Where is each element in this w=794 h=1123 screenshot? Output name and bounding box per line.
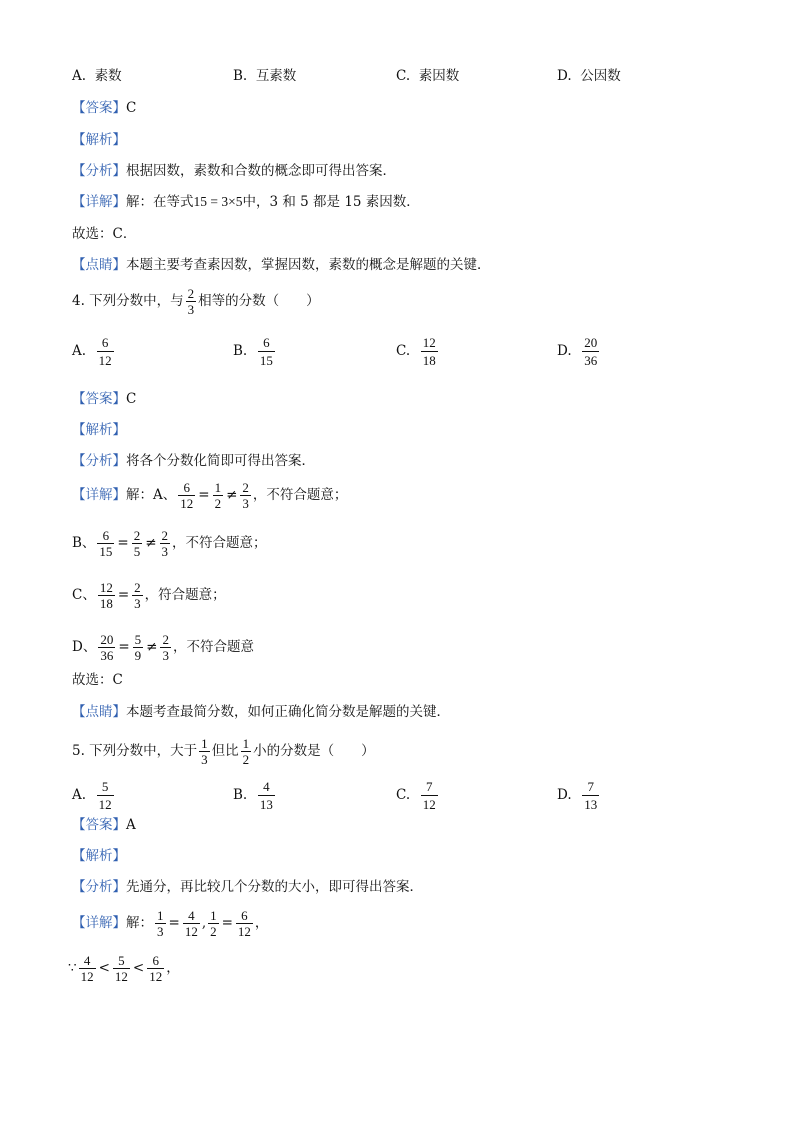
q4-step-d: D、 $\frac{20}{36}$ = $\frac{5}{9}$ ≠ $\frac{2}{3}$ ，不符合题意 bbox=[72, 632, 254, 663]
q4-option-b: B. $\frac{6}{15}$ bbox=[233, 335, 273, 368]
fraction: $\frac{4}{13}$ bbox=[259, 779, 273, 812]
q4-answer: 【答案】C bbox=[72, 391, 137, 407]
fraction: $\frac{1}{2}$ bbox=[210, 908, 217, 939]
fraction: $\frac{2}{3}$ bbox=[161, 528, 169, 559]
fraction: $\frac{1}{2}$ bbox=[242, 736, 250, 767]
q5-xiangjie: 【详解】解： $\frac{1}{3}$ = $\frac{4}{12}$ , $\frac{1}{2}$ = $\frac{6}{12}$ ， bbox=[72, 908, 269, 939]
q3-analysis-heading: 【解析】 bbox=[72, 132, 126, 148]
fraction: $\frac{4}{12}$ bbox=[80, 953, 94, 984]
q3-option-c: C. 素因数 bbox=[396, 68, 460, 84]
fraction: $\frac{5}{12}$ bbox=[114, 953, 128, 984]
q5-fenxi: 【分析】先通分，再比较几个分数的大小，即可得出答案． bbox=[72, 879, 423, 895]
q3-answer: 【答案】C bbox=[72, 100, 137, 116]
fraction: $\frac{2}{3}$ bbox=[134, 580, 141, 611]
q4-option-c: C. $\frac{12}{18}$ bbox=[396, 335, 436, 368]
fraction: $\frac{2}{3}$ bbox=[162, 632, 169, 663]
fraction: $\frac{6}{15}$ bbox=[259, 335, 273, 368]
fraction: $\frac{5}{12}$ bbox=[98, 779, 112, 812]
q5-option-d: D. $\frac{7}{13}$ bbox=[557, 779, 598, 812]
fraction: $\frac{7}{12}$ bbox=[422, 779, 436, 812]
fraction: $\frac{12}{18}$ bbox=[422, 335, 436, 368]
fraction: $\frac{1}{3}$ bbox=[157, 908, 164, 939]
fraction: $\frac{1}{2}$ bbox=[214, 480, 222, 511]
q4-xiangjie-a: 【详解】解：A、 $\frac{6}{12}$ = $\frac{1}{2}$ ≠ $\frac{2}{3}$ ，不符合题意； bbox=[72, 480, 348, 511]
fraction: $\frac{20}{36}$ bbox=[100, 632, 114, 663]
q4-analysis-heading: 【解析】 bbox=[72, 422, 126, 438]
fraction: $\frac{6}{12}$ bbox=[149, 953, 163, 984]
q4-stem: 4. 下列分数中，与 $\frac{2}{3}$ 相等的分数（ ） bbox=[72, 286, 320, 317]
fraction: $\frac{20}{36}$ bbox=[584, 335, 598, 368]
answer-tag: 【答案】 bbox=[72, 100, 126, 116]
fraction: $\frac{4}{12}$ bbox=[184, 908, 198, 939]
fraction: $\frac{6}{12}$ bbox=[180, 480, 194, 511]
q5-step-compare: ∵ $\frac{4}{12}$ < $\frac{5}{12}$ < $\frac{6}{12}$ ， bbox=[68, 953, 180, 984]
q4-choose: 故选：C bbox=[72, 672, 123, 688]
q3-choose: 故选：C． bbox=[72, 226, 137, 242]
q4-option-d: D. $\frac{20}{36}$ bbox=[557, 335, 598, 368]
fraction: $\frac{5}{9}$ bbox=[134, 632, 142, 663]
q3-option-a: A. 素数 bbox=[72, 68, 122, 84]
q4-fenxi: 【分析】将各个分数化简即可得出答案． bbox=[72, 453, 315, 469]
fraction: $\frac{6}{12}$ bbox=[237, 908, 251, 939]
q3-xiangjie: 【详解】解：在等式15 = 3×5中，3 和 5 都是 15 素因数． bbox=[72, 194, 420, 210]
q3-option-d: D. 公因数 bbox=[557, 68, 621, 84]
q5-analysis-heading: 【解析】 bbox=[72, 848, 126, 864]
fraction: $\frac{12}{18}$ bbox=[99, 580, 113, 611]
fraction: $\frac{7}{13}$ bbox=[584, 779, 598, 812]
q5-answer: 【答案】A bbox=[72, 817, 136, 833]
q4-dianjing: 【点睛】本题考查最简分数，如何正确化简分数是解题的关键． bbox=[72, 704, 450, 720]
q5-option-c: C. $\frac{7}{12}$ bbox=[396, 779, 436, 812]
q4-step-c: C、 $\frac{12}{18}$ = $\frac{2}{3}$ ，符合题意； bbox=[72, 580, 226, 611]
q4-option-a: A. $\frac{6}{12}$ bbox=[72, 335, 112, 368]
fraction: $\frac{2}{3}$ bbox=[242, 480, 249, 511]
fraction: $\frac{2}{5}$ bbox=[133, 528, 141, 559]
q4-step-b: B、 $\frac{6}{15}$ = $\frac{2}{5}$ ≠ $\frac{2}{3}$ ，不符合题意； bbox=[72, 528, 267, 559]
q5-option-a: A. $\frac{5}{12}$ bbox=[72, 779, 112, 812]
fraction: $\frac{6}{12}$ bbox=[98, 335, 112, 368]
equation: 15 = 3×5 bbox=[193, 194, 243, 209]
fraction: $\frac{6}{15}$ bbox=[99, 528, 113, 559]
q3-dianjing: 【点睛】本题主要考查素因数，掌握因数，素数的概念是解题的关键． bbox=[72, 257, 491, 273]
q5-option-b: B. $\frac{4}{13}$ bbox=[233, 779, 273, 812]
fraction: $\frac{1}{3}$ bbox=[201, 736, 208, 767]
q3-option-b: B. 互素数 bbox=[233, 68, 297, 84]
q5-stem: 5. 下列分数中，大于 $\frac{1}{3}$ 但比 $\frac{1}{2}$ 小的分数是（ ） bbox=[72, 736, 375, 767]
fraction: $\frac{2}{3}$ bbox=[187, 286, 195, 317]
q3-fenxi: 【分析】根据因数，素数和合数的概念即可得出答案． bbox=[72, 163, 396, 179]
